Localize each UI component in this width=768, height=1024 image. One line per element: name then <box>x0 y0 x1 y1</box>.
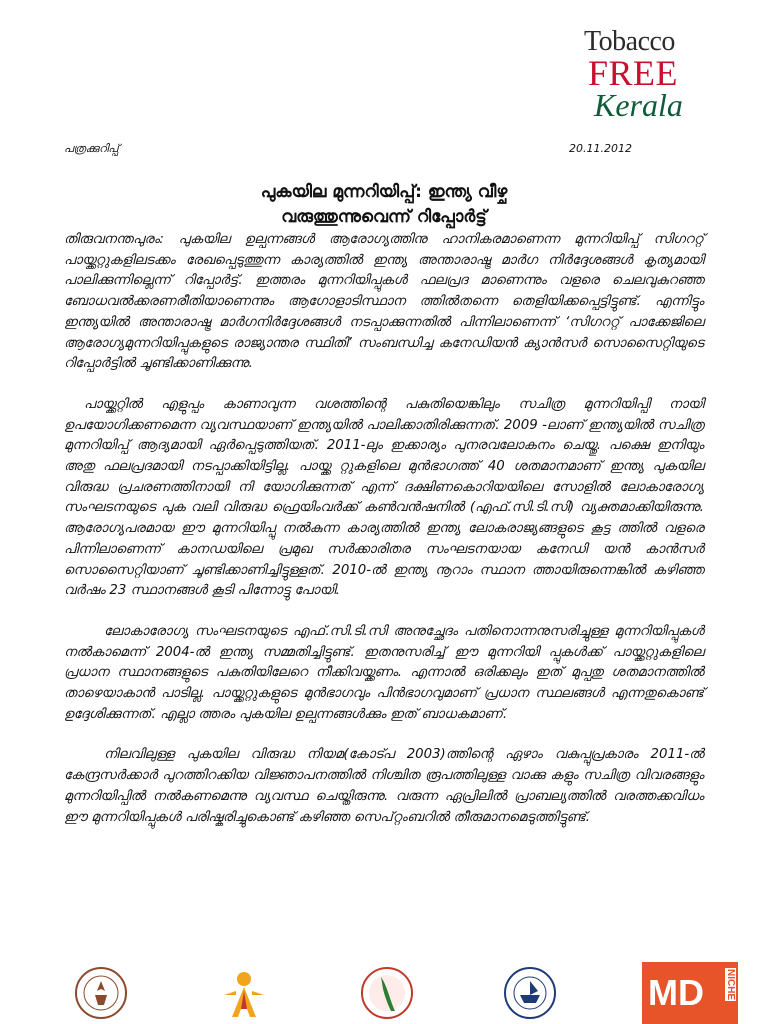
press-release-body <box>64 230 704 848</box>
paragraph-2: പായ്ക്കറ്റിൽ എളുപ്പം കാണാവുന്ന വശത്തിന്റെ പകുതിയെങ്കിലും സചിത്ര മുന്നറിയിപ്പി നായി ഉപയോഗിക്കണമെന്ന വ്യവസ്ഥയാണ് ഇന്ത്യയിൽ പാലിക്കാതിരിക്കുന്നത്. 2009 -ലാണ് ഇന്ത്യയിൽ സചിത്ര മുന്നറിയിപ്പ് ആദ്യമായി ഏർപ്പെടുത്തിയത്. 2011-ലും ഇക്കാര്യം പുനരവലോകനം ചെയ്തു. പക്ഷെ ഇനിയും അതു ഫലപ്രദമായി നടപ്പാക്കിയിട്ടില്ല. പായ്ക്ക റ്റുകളിലെ മുൻഭാഗത്ത് 40 ശതമാനമാണ് ഇന്ത്യ പുകയില വിരുദ്ധ പ്രചരണത്തിനായി നി യോഗിക്കുന്നത് എന്ന് ദക്ഷിണകൊറിയയിലെ സോളിൽ ലോകാരോഗ്യ സംഘടനയുടെ പുക വലി വിരുദ്ധ ഫ്രെയിംവർക്ക് കൺവൻഷനിൽ (എഫ്.സി.ടി.സി) വ്യക്തമാക്കിയിരുന്നു. ആരോഗ്യപരമായ ഈ മുന്നറിയിപ്പു നൽകുന്ന കാര്യത്തിൽ ഇന്ത്യ ലോകരാജ്യങ്ങളുടെ കൂട്ട ത്തിൽ വളരെ പിന്നിലാണെന്ന് കാനഡയിലെ പ്രമുഖ സർക്കാരിതര സംഘടനയായ കനേഡി യൻ കാൻസർ സൊസൈറ്റിയാണ് ചൂണ്ടിക്കാണിച്ചിട്ടുള്ളത്. 2010-ൽ ഇന്ത്യ നൂറാം സ്ഥാന ത്തായിരുന്നെങ്കിൽ കഴിഞ്ഞ വർഷം 23 സ്ഥാനങ്ങൾ കൂടി പിന്നോട്ടു പോയി. <box>64 396 704 599</box>
document-type: പത്രക്കുറിപ്പ് <box>64 142 119 155</box>
seal-logo-icon <box>70 962 132 1024</box>
paragraph-4: നിലവിലുള്ള പുകയില വിരുദ്ധ നിയമ(കോട്പ 2003)ത്തിന്റെ ഏഴാം വകുപ്പുപ്രകാരം 2011-ൽ കേന്ദ്രസർക്കാർ പുറത്തിറക്കിയ വിജ്ഞാപനത്തിൽ നിശ്ചിത രൂപത്തിലുള്ള വാക്കു കളും സചിത്ര വിവരങ്ങളും മുന്നറിയിപ്പിൽ നൽകണമെന്നു വ്യവസ്ഥ ചെയ്തിരുന്നു. വരുന്ന ഏപ്രിലിൽ പ്രാബല്യത്തിൽ വരത്തക്കവിധം ഈ മുന്നറിയിപ്പുകൾ പരിഷ്കരിച്ചുകൊണ്ട് കഴിഞ്ഞ സെപ്റ്റംബറിൽ തീരുമാനമെടുത്തിട്ടുണ്ട്. <box>64 747 704 825</box>
md-niche-logo <box>642 962 738 1024</box>
md-logo-text: MD <box>648 972 704 1013</box>
niche-logo-text: NICHE <box>725 969 736 1001</box>
title-line-2: വരുത്തുന്നുവെന്ന് റിപ്പോർട്ട് <box>281 207 487 227</box>
document-date: 20.11.2012 <box>569 142 632 155</box>
cancer-centre-logo-icon <box>499 962 561 1024</box>
paragraph-1: തിരുവനന്തപുരം: പുകയില ഉല്പന്നങ്ങൾ ആരോഗ്യത്തിനു ഹാനികരമാണെന്ന മുന്നറിയിപ്പ് സിഗററ്റ് പായ്ക്കറ്റുകളിലടക്കം രേഖപ്പെടുത്തുന്ന കാര്യത്തിൽ ഇന്ത്യ അന്താരാഷ്ട്ര മാർഗ നിർദ്ദേശങ്ങൾ കൃത്യമായി പാലിക്കുന്നില്ലെന്ന് റിപ്പോർട്ട്. ഇത്തരം മുന്നറിയിപ്പുകൾ ഫലപ്രദ മാണെന്നും വളരെ ചെലവുകുറഞ്ഞ ബോധവൽക്കരണരീതിയാണെന്നും ആഗോളാടിസ്ഥാന ത്തിൽതന്നെ തെളിയിക്കപ്പെട്ടിട്ടുണ്ട്. എന്നിട്ടും ഇന്ത്യയിൽ അന്താരാഷ്ട്ര മാർഗനിർദ്ദേശങ്ങൾ നടപ്പാക്കുന്നതിൽ പിന്നിലാണെന്ന് ‘സിഗററ്റ് പാക്കേജിലെ ആരോഗ്യമുന്നറിയിപ്പുകളുടെ രാജ്യാന്തര സ്ഥിതി’ സംബന്ധിച്ച കനേഡിയൻ ക്യാൻസർ സൊസൈറ്റിയുടെ റിപ്പോർട്ടിൽ ചൂണ്ടിക്കാണിക്കുന്നു. <box>64 232 704 372</box>
partner-logos <box>70 962 738 1024</box>
paragraph-3: ലോകാരോഗ്യ സംഘടനയുടെ എഫ്.സി.ടി.സി അനുച്ഛേദം പതിനൊന്നനുസരിച്ചുള്ള മുന്നറിയിപ്പുകൾ നൽകാമെന്ന് 2004-ൽ ഇന്ത്യ സമ്മതിച്ചിട്ടുണ്ട്. ഇതനുസരിച്ച് ഈ മുന്നറിയി പ്പുകൾക്ക് പായ്ക്കറ്റുകളിലെ പ്രധാന സ്ഥാനങ്ങളുടെ പകുതിയിലേറെ നീക്കിവയ്ക്കണം. എന്നാൽ ഒരിക്കലും ഇത് മുപ്പതു ശതമാനത്തിൽ താഴെയാകാൻ പാടില്ല. പായ്ക്കറ്റുകളുടെ മുൻഭാഗവും പിൻഭാഗവുമാണ് പ്രധാന സ്ഥലങ്ങൾ എന്നതുകൊണ്ട് ഉദ്ദേശിക്കുന്നത്. എല്ലാ ത്തരം പുകയില ഉല്പന്നങ്ങൾക്കും ഇത് ബാധകമാണ്. <box>64 623 704 722</box>
logo-kerala-text: Kerala <box>594 87 683 123</box>
logo-free-text: FREE <box>588 53 679 93</box>
title-line-1: പുകയില മുന്നറിയിപ്പ്: ഇന്ത്യ വീഴ്ച <box>260 182 508 202</box>
tobacco-free-kerala-logo <box>584 26 724 123</box>
press-release-title <box>64 180 704 230</box>
kerala-map-logo-icon <box>356 962 418 1024</box>
logo-tobacco-text: Tobacco <box>584 26 675 57</box>
document-meta <box>64 142 632 156</box>
sun-figure-logo-icon <box>213 962 275 1024</box>
